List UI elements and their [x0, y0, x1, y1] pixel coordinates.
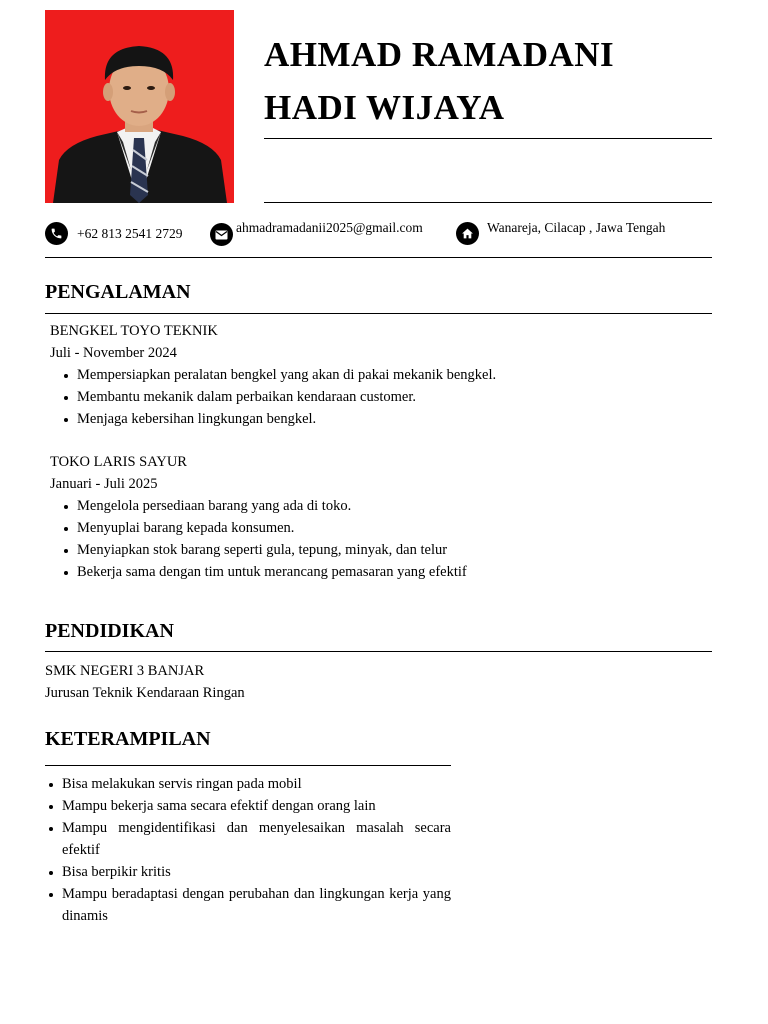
experience-divider	[45, 313, 712, 314]
contact-phone	[45, 222, 183, 245]
skills-list	[62, 773, 451, 927]
home-icon	[456, 222, 479, 245]
email-text: ahmadramadanii2025@gmail.com	[236, 220, 423, 235]
job-duties	[77, 364, 496, 430]
education-entry	[45, 660, 245, 704]
contact-email	[210, 220, 423, 246]
list-item: Bekerja sama dengan tim untuk merancang pemasaran yang efektif	[77, 561, 467, 583]
list-item: Bisa berpikir kritis	[62, 861, 451, 883]
list-item: Mampu bekerja sama secara efektif dengan orang lain	[62, 795, 451, 817]
address-text: Wanareja, Cilacap , Jawa Tengah	[487, 220, 666, 235]
skills-title: KETERAMPILAN	[45, 728, 211, 750]
job-period: Juli - November 2024	[50, 345, 177, 361]
job-period: Januari - Juli 2025	[50, 476, 158, 492]
list-item: Menyiapkan stok barang seperti gula, tepung, minyak, dan telur	[77, 539, 467, 561]
list-item: Menyuplai barang kepada konsumen.	[77, 517, 467, 539]
list-item: Mengelola persediaan barang yang ada di toko.	[77, 495, 467, 517]
job-company: BENGKEL TOYO TEKNIK	[50, 323, 218, 339]
job-duties	[77, 495, 467, 583]
mail-icon	[210, 223, 233, 246]
list-item: Membantu mekanik dalam perbaikan kendaraan customer.	[77, 386, 496, 408]
contact-divider	[45, 257, 712, 258]
school-major: Jurusan Teknik Kendaraan Ringan	[45, 685, 245, 701]
contact-address	[456, 220, 665, 245]
education-divider	[45, 651, 712, 652]
list-item: Mampu mengidentifikasi dan menyelesaikan masalah secara efektif	[62, 817, 451, 861]
job-2	[50, 451, 467, 583]
job-company: TOKO LARIS SAYUR	[50, 454, 187, 470]
list-item: Menjaga kebersihan lingkungan bengkel.	[77, 408, 496, 430]
list-item: Mempersiapkan peralatan bengkel yang akan di pakai mekanik bengkel.	[77, 364, 496, 386]
job-1	[50, 320, 496, 430]
name-divider	[264, 138, 712, 139]
education-title: PENDIDIKAN	[45, 620, 174, 642]
list-item: Bisa melakukan servis ringan pada mobil	[62, 773, 451, 795]
header-divider	[264, 202, 712, 203]
name-line-1: AHMAD RAMADANI	[264, 35, 615, 74]
skills-divider	[45, 765, 451, 766]
school-name: SMK NEGERI 3 BANJAR	[45, 663, 205, 679]
experience-title: PENGALAMAN	[45, 281, 191, 303]
list-item: Mampu beradaptasi dengan perubahan dan lingkungan kerja yang dinamis	[62, 883, 451, 927]
phone-text: +62 813 2541 2729	[77, 225, 183, 241]
profile-photo	[45, 10, 234, 203]
phone-icon	[45, 222, 68, 245]
name-line-2: HADI WIJAYA	[264, 88, 505, 127]
